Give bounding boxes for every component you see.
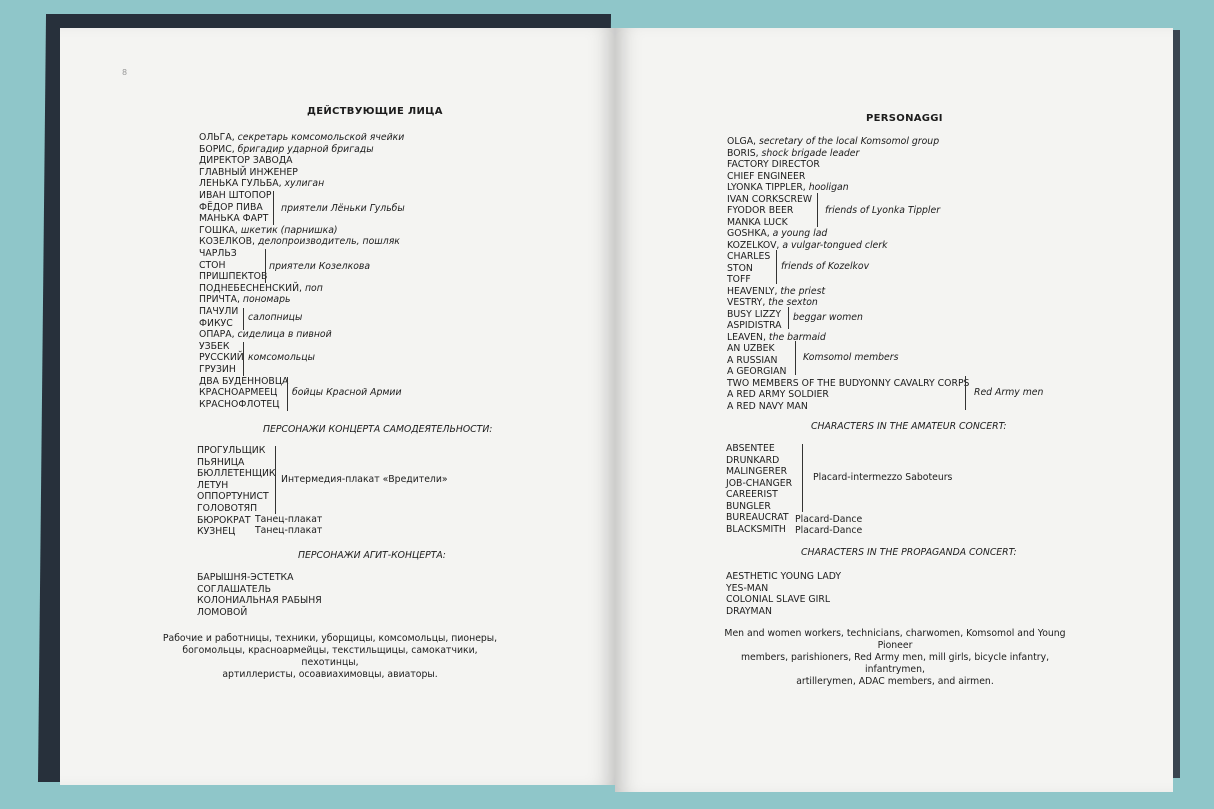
brace-bracket <box>965 376 970 410</box>
character-name: IVAN CORKSCREW <box>727 193 813 205</box>
group-label: Интермедия-плакат «Вредители» <box>281 474 448 485</box>
character-description: hooligan <box>805 182 849 193</box>
page-title: ДЕЙСТВУЮЩИЕ ЛИЦА <box>307 106 443 117</box>
character-name: LYONKA TIPPLER, <box>727 182 806 193</box>
brace-bracket <box>273 191 278 225</box>
cast-line <box>199 225 338 236</box>
cast-line <box>727 320 782 331</box>
cast-line <box>727 401 808 412</box>
group-label: friends of Lyonka Tippler <box>825 205 941 216</box>
cast-line <box>199 132 404 143</box>
cast-line: CAREERIST <box>726 489 778 500</box>
character-name: A RUSSIAN <box>727 354 778 366</box>
cast-line <box>727 297 818 308</box>
left-page <box>60 28 615 785</box>
character-name: FACTORY DIRECTOR <box>727 159 820 170</box>
section-heading: ПЕРСОНАЖИ КОНЦЕРТА САМОДЕЯТЕЛЬНОСТИ: <box>263 424 493 435</box>
character-name: КРАСНОАРМЕЕЦ <box>199 387 278 399</box>
cast-line <box>727 332 826 343</box>
cast-line <box>727 366 786 377</box>
cast-line: БЮРОКРАТ <box>197 514 251 526</box>
cast-line <box>199 271 267 282</box>
group-label: friends of Kozelkov <box>781 261 870 272</box>
cast-line: БЮЛЛЕТЕНЩИК <box>197 468 276 480</box>
cast-line <box>199 260 225 271</box>
character-name: СТОН <box>199 259 226 271</box>
footer-text: Men and women workers, technicians, charwomen, Komsomol and Young Pioneer members, parishioners, Red Army men, mill girls, bicycle infantry, infantrymen, artillerymen, ADAC members, and airmen. <box>724 628 1066 687</box>
character-description: the barmaid <box>765 331 826 343</box>
character-name: OLGA, <box>727 136 757 147</box>
character-name: ПАЧУЛИ <box>199 306 239 317</box>
cast-line <box>727 194 812 205</box>
character-name: BORIS, <box>727 147 759 159</box>
character-name: ИВАН ШТОПОР <box>199 190 272 201</box>
cast-line <box>727 274 751 285</box>
cast-line <box>199 376 288 387</box>
brace-bracket <box>788 307 793 329</box>
character-name: A RED NAVY MAN <box>727 400 808 412</box>
character-name: A GEORGIAN <box>727 366 787 377</box>
character-name: ЛЕНЬКА ГУЛЬБА, <box>199 178 282 190</box>
cast-line <box>199 306 238 317</box>
cast-line <box>199 202 263 213</box>
character-name: ПРИЧТА, <box>199 294 240 306</box>
dance-label: Placard-Dance <box>795 514 863 525</box>
cast-line <box>727 171 805 182</box>
brace-bracket <box>243 342 248 376</box>
character-description: пономарь <box>239 294 291 306</box>
character-name: ОПАРА, <box>199 329 235 341</box>
cast-line <box>727 217 788 228</box>
character-name: GOSHKA, <box>727 228 770 239</box>
cast-line <box>727 182 849 193</box>
brace-bracket <box>817 193 822 227</box>
character-name: КОЗЕЛКОВ, <box>199 236 255 248</box>
character-description: shock brigade leader <box>758 147 860 159</box>
character-name: KOZELKOV, <box>727 239 780 251</box>
cast-line <box>199 167 298 178</box>
character-name: ОЛЬГА, <box>199 132 235 143</box>
character-name: ГЛАВНЫЙ ИНЖЕНЕР <box>199 166 298 178</box>
character-name: ЧАРЛЬЗ <box>199 248 237 259</box>
character-name: CHARLES <box>727 251 771 262</box>
character-name: TOFF <box>727 274 751 285</box>
cast-line: ПЬЯНИЦА <box>197 456 245 468</box>
character-name: ФИКУС <box>199 317 233 329</box>
character-description: secretary of the local Komsomol group <box>756 136 940 147</box>
page-number: 8 <box>122 68 128 77</box>
cast-line <box>199 178 324 189</box>
group-label: салопницы <box>248 312 303 323</box>
character-name: ASPIDISTRA <box>727 320 782 331</box>
character-name: LEAVEN, <box>727 331 766 343</box>
cast-line <box>727 205 793 216</box>
group-label: Placard-intermezzo Saboteurs <box>813 472 953 483</box>
cast-line: КУЗНЕЦ <box>197 526 236 538</box>
character-description: a young lad <box>769 228 828 239</box>
brace-bracket <box>265 249 270 283</box>
character-name: ДВА БУДЕННОВЦА <box>199 375 289 387</box>
cast-line <box>727 286 825 297</box>
cast-line: ГОЛОВОТЯП <box>197 503 258 514</box>
group-label: бойцы Красной Армии <box>292 387 402 398</box>
character-name: РУССКИЙ <box>199 352 244 364</box>
character-name: ГРУЗИН <box>199 364 236 375</box>
brace-bracket <box>243 308 248 330</box>
character-name: TWO MEMBERS OF THE BUDYONNY CAVALRY CORPS <box>727 377 970 389</box>
cast-line: ABSENTEE <box>726 443 775 454</box>
cast-line <box>199 144 374 155</box>
brace-bracket <box>776 250 781 284</box>
character-name: БОРИС, <box>199 143 235 155</box>
character-name: AN UZBEK <box>727 343 775 354</box>
cast-line <box>727 309 781 320</box>
character-description: a vulgar-tongued clerk <box>779 239 888 251</box>
cast-line <box>199 248 237 259</box>
cast-line <box>727 136 939 147</box>
section-heading: CHARACTERS IN THE PROPAGANDA CONCERT: <box>801 547 1017 558</box>
cast-line <box>199 329 332 340</box>
character-description: сиделица в пивной <box>234 329 332 341</box>
brace-bracket <box>795 341 800 375</box>
character-name: МАНЬКА ФАРТ <box>199 213 269 225</box>
brace-bracket <box>287 377 292 411</box>
group-label: beggar women <box>793 312 863 323</box>
cast-line <box>199 399 279 410</box>
cast-line: COLONIAL SLAVE GIRL <box>726 594 830 605</box>
character-description: the priest <box>777 285 826 297</box>
character-name: ФЁДОР ПИВА <box>199 201 263 213</box>
character-name: A RED ARMY SOLDIER <box>727 389 829 400</box>
cast-line: КОЛОНИАЛЬНАЯ РАБЫНЯ <box>197 595 322 607</box>
cast-line: ПРОГУЛЬЩИК <box>197 445 266 456</box>
dance-label: Танец-плакат <box>255 525 323 536</box>
cast-line <box>727 378 969 389</box>
group-label: Red Army men <box>974 387 1044 398</box>
section-heading: ПЕРСОНАЖИ АГИТ-КОНЦЕРТА: <box>298 550 446 561</box>
cast-line <box>727 240 887 251</box>
right-page <box>615 28 1173 792</box>
character-name: FYODOR BEER <box>727 205 794 216</box>
group-label: Komsomol members <box>803 352 899 363</box>
cast-line <box>727 389 829 400</box>
cast-line: BUNGLER <box>726 500 771 512</box>
cast-line: AESTHETIC YOUNG LADY <box>726 571 842 582</box>
cast-line: YES-MAN <box>726 582 769 594</box>
group-label: приятели Лёньки Гульбы <box>281 203 405 214</box>
character-name: CHIEF ENGINEER <box>727 170 806 182</box>
character-name: ПРИШПЕКТОВ <box>199 271 268 283</box>
cast-line <box>199 341 229 352</box>
character-name: ДИРЕКТОР ЗАВОДА <box>199 155 293 167</box>
cast-line <box>727 263 753 274</box>
character-name: MANKA LUCK <box>727 216 788 228</box>
dance-label: Placard-Dance <box>795 525 863 536</box>
cast-line: JOB-CHANGER <box>726 477 793 489</box>
cast-line: BUREAUCRAT <box>726 512 789 523</box>
footer-text: Рабочие и работницы, техники, уборщицы, комсомольцы, пионеры, богомольцы, красноармейцы, текстильщицы, самокатчики, пехотинцы, артиллеристы, осоавиахимовцы, авиаторы. <box>162 633 498 680</box>
cast-line: MALINGERER <box>726 466 788 477</box>
character-name: ПОДНЕБЕСНЕНСКИЙ, <box>199 282 302 294</box>
cast-line <box>199 294 291 305</box>
cast-line: СОГЛАШАТЕЛЬ <box>197 583 272 595</box>
character-name: STON <box>727 262 753 274</box>
cast-line <box>727 159 820 170</box>
brace-bracket <box>802 444 807 512</box>
cast-line: ОППОРТУНИСТ <box>197 491 269 503</box>
character-description: секретарь комсомольской ячейки <box>234 132 405 143</box>
brace-bracket <box>275 446 280 514</box>
cast-line <box>199 318 233 329</box>
cast-line <box>727 228 827 239</box>
cast-line <box>199 155 293 166</box>
character-description: хулиган <box>281 178 325 190</box>
cast-line <box>727 148 859 159</box>
cast-line <box>199 352 244 363</box>
cast-line: DRAYMAN <box>726 605 772 617</box>
character-description: шкетик (парнишка) <box>237 224 338 236</box>
character-name: BUSY LIZZY <box>727 308 782 320</box>
character-description: делопроизводитель, пошляк <box>255 236 400 248</box>
character-description: поп <box>302 282 323 294</box>
cast-line <box>199 236 400 247</box>
cast-line: BLACKSMITH <box>726 523 786 535</box>
cast-line <box>199 190 272 201</box>
group-label: приятели Козелкова <box>269 261 371 272</box>
cast-line <box>199 387 277 398</box>
character-name: ГОШКА, <box>199 224 238 236</box>
cast-line <box>727 251 770 262</box>
page-title: PERSONAGGI <box>866 113 943 124</box>
cast-line: ЛОМОВОЙ <box>197 606 248 618</box>
cast-line <box>199 283 323 294</box>
cast-line <box>199 213 268 224</box>
cast-line <box>727 355 777 366</box>
cast-line <box>199 364 236 375</box>
character-name: VESTRY, <box>727 297 766 308</box>
character-description: бригадир ударной бригады <box>234 143 374 155</box>
character-name: HEAVENLY, <box>727 285 778 297</box>
cast-line <box>727 343 775 354</box>
cast-line: ЛЕТУН <box>197 479 229 491</box>
character-name: УЗБЕК <box>199 340 230 352</box>
cast-line: DRUNKARD <box>726 454 780 466</box>
group-label: комсомольцы <box>248 352 315 363</box>
cast-line: БАРЫШНЯ-ЭСТЕТКА <box>197 572 294 583</box>
character-name: КРАСНОФЛОТЕЦ <box>199 398 280 410</box>
dance-label: Танец-плакат <box>255 514 323 525</box>
section-heading: CHARACTERS IN THE AMATEUR CONCERT: <box>811 421 1007 432</box>
character-description: the sexton <box>765 297 818 308</box>
